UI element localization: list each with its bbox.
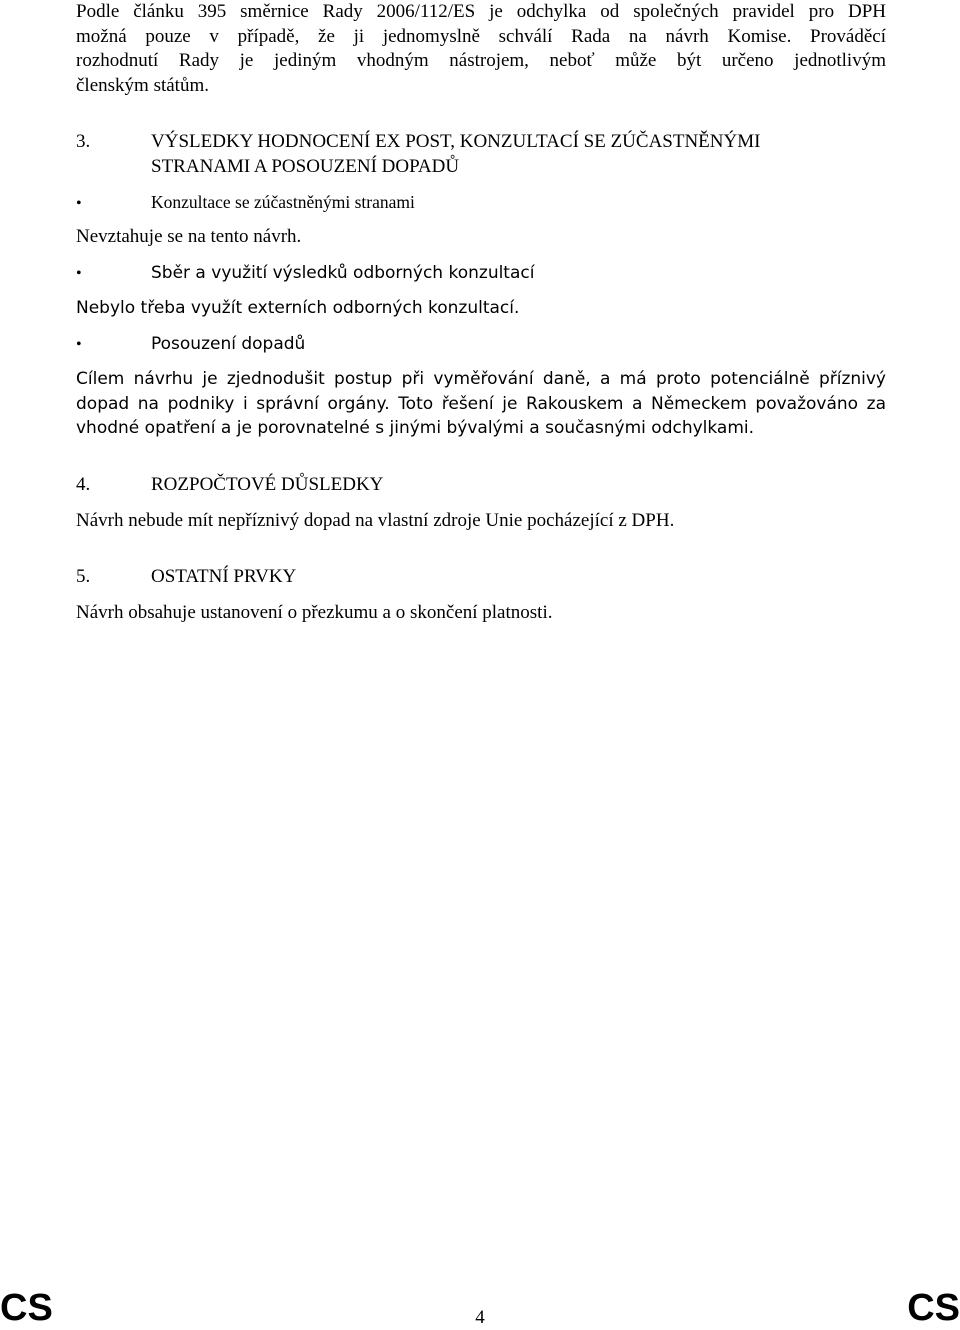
section-5-text: Návrh obsahuje ustanovení o přezkumu a o skončení platnosti. (76, 602, 553, 623)
intro-line-1: Podle článku 395 směrnice Rady 2006/112/ES je odchylka od společných pravidel pro DPH (76, 1, 886, 22)
section-4-heading (76, 473, 886, 498)
subsection-consultation (76, 190, 886, 216)
section-5-number: 5. (76, 566, 91, 587)
section-3-number: 3. (76, 131, 91, 152)
bullet-icon: • (76, 265, 82, 282)
footer-language-code-right: CS (907, 1287, 960, 1329)
section-3-title-line-1: VÝSLEDKY HODNOCENÍ EX POST, KONZULTACÍ SE ZÚČASTNĚNÝMI (151, 131, 761, 152)
footer-language-code-left: CS (0, 1287, 53, 1329)
section-5-heading (76, 565, 886, 590)
subsection-expertise (76, 261, 886, 286)
section-5-title: OSTATNÍ PRVKY (151, 566, 297, 587)
subsection-consultation-text: Nevztahuje se na tento návrh. (76, 226, 302, 247)
bullet-icon: • (76, 195, 82, 212)
impact-line-3: vhodné opatření a je porovnatelné s jinými bývalými a současnými odchylkami. (76, 418, 755, 438)
subsection-expertise-text: Nebylo třeba využít externích odborných konzultací. (76, 298, 520, 318)
subsection-impact-heading: Posouzení dopadů (151, 334, 306, 354)
intro-line-2: možná pouze v případě, že ji jednomyslně schválí Rada na návrh Komise. Prováděcí (76, 25, 886, 47)
subsection-impact (76, 332, 886, 357)
impact-line-1: Cílem návrhu je zjednodušit postup při vyměřování daně, a má proto potenciálně příznivý (76, 369, 886, 389)
section-4-number: 4. (76, 474, 91, 495)
subsection-consultation-heading: Konzultace se zúčastněnými stranami (151, 192, 415, 212)
section-4-text: Návrh nebude mít nepříznivý dopad na vlastní zdroje Unie pocházející z DPH. (76, 510, 675, 531)
bullet-icon: • (76, 336, 82, 353)
intro-line-4: členským státům. (76, 74, 209, 96)
subsection-expertise-heading: Sběr a využití výsledků odborných konzultací (151, 263, 535, 283)
section-3-title-line-2: STRANAMI A POSOUZENÍ DOPADŮ (151, 155, 460, 177)
section-3-heading (76, 130, 886, 179)
intro-line-3: rozhodnutí Rady je jediným vhodným nástrojem, neboť může být určeno jednotlivým (76, 50, 886, 71)
page-number: 4 (475, 1307, 485, 1328)
impact-line-2: dopad na podniky i správní orgány. Toto řešení je Rakouskem a Německem považováno za (76, 393, 886, 414)
subsection-impact-paragraph (76, 367, 886, 441)
section-4-title: ROZPOČTOVÉ DŮSLEDKY (151, 474, 384, 495)
intro-paragraph (76, 0, 886, 98)
